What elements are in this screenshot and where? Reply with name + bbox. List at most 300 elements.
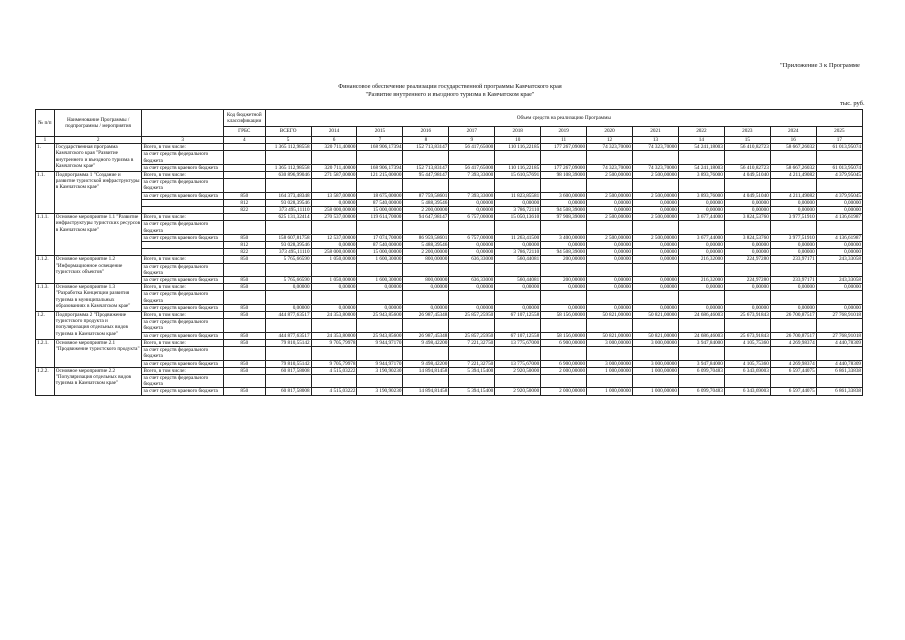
- amount-cell: 14 894,81458: [403, 367, 449, 374]
- amount-cell: 0,00000: [449, 207, 495, 214]
- row-number: 1.2.1.: [36, 339, 55, 367]
- amount-cell: 2 000,00000: [541, 367, 587, 374]
- amount-cell: 164 373,48348: [265, 192, 311, 199]
- amount-cell: 0,00000: [816, 207, 862, 214]
- amount-cell: 50 821,00000: [633, 332, 679, 339]
- amount-cell: 5 765,66590: [265, 277, 311, 284]
- amount-cell: [357, 151, 403, 164]
- amount-cell: 0,00000: [770, 284, 816, 291]
- amount-cell: 5 488,39546: [403, 242, 449, 249]
- amount-cell: 243,33058: [816, 256, 862, 263]
- amount-cell: 0,00000: [678, 242, 724, 249]
- amount-cell: 258 000,00000: [311, 207, 357, 214]
- amount-cell: [495, 347, 541, 360]
- funding-source: за счет средств краевого бюджета: [142, 192, 223, 199]
- table-row: [36, 144, 863, 151]
- amount-cell: 0,00000: [770, 199, 816, 206]
- amount-cell: 1 600,30000: [357, 256, 403, 263]
- amount-cell: [403, 263, 449, 276]
- amount-cell: [357, 179, 403, 192]
- amount-cell: [541, 374, 587, 387]
- column-number: 17: [816, 137, 862, 144]
- amount-cell: [311, 151, 357, 164]
- row-number: 1.1.3.: [36, 284, 55, 312]
- column-number: 16: [770, 137, 816, 144]
- amount-cell: [724, 263, 770, 276]
- amount-cell: 54 241,18003: [678, 164, 724, 171]
- table-row: [36, 339, 863, 346]
- grbs-code: 850: [223, 332, 265, 339]
- header-year: 2025: [816, 127, 862, 137]
- amount-cell: [724, 291, 770, 304]
- amount-cell: 4 269,98374: [770, 339, 816, 346]
- table-row: [36, 164, 863, 171]
- amount-cell: 158 607,81758: [265, 234, 311, 241]
- amount-cell: [449, 347, 495, 360]
- amount-cell: [541, 291, 587, 304]
- grbs-code: [223, 347, 265, 360]
- amount-cell: 6 900,00000: [541, 339, 587, 346]
- amount-cell: 216,32000: [678, 277, 724, 284]
- funding-source: Всего, в том числе:: [142, 367, 223, 374]
- amount-cell: 11 823,85581: [495, 192, 541, 199]
- amount-cell: [265, 374, 311, 387]
- amount-cell: 0,00000: [587, 284, 633, 291]
- amount-cell: [265, 179, 311, 192]
- amount-cell: 243,33058: [816, 277, 862, 284]
- amount-cell: 6 343,69003: [724, 367, 770, 374]
- amount-cell: 3 824,53760: [724, 234, 770, 241]
- amount-cell: 1 000,00000: [587, 388, 633, 395]
- amount-cell: 87 540,00000: [357, 242, 403, 249]
- amount-cell: 270 537,00000: [311, 214, 357, 221]
- amount-cell: 3 786,72110: [495, 207, 541, 214]
- amount-cell: [403, 179, 449, 192]
- amount-cell: 25 673,91843: [724, 312, 770, 319]
- amount-cell: 373 495,11110: [265, 249, 311, 256]
- amount-cell: 0,00000: [724, 207, 770, 214]
- grbs-code: 850: [223, 284, 265, 291]
- amount-cell: 5 394,15400: [449, 388, 495, 395]
- amount-cell: 3 190,90230: [357, 367, 403, 374]
- amount-cell: 3 947,84000: [678, 339, 724, 346]
- funding-source: за счет средств федерального бюджета: [142, 221, 223, 234]
- amount-cell: 168 906,17394: [357, 164, 403, 171]
- amount-cell: 25 857,25950: [449, 312, 495, 319]
- table-row: [36, 172, 863, 179]
- amount-cell: 4 105,75360: [724, 360, 770, 367]
- amount-cell: 3 190,90230: [357, 388, 403, 395]
- funding-source: за счет средств федерального бюджета: [142, 151, 223, 164]
- amount-cell: [816, 263, 862, 276]
- grbs-code: [223, 319, 265, 332]
- header-year: 2016: [403, 127, 449, 137]
- amount-cell: 4 440,78309: [816, 360, 862, 367]
- amount-cell: 4 515,03222: [311, 388, 357, 395]
- amount-cell: [495, 179, 541, 192]
- amount-cell: 11 263,41500: [495, 234, 541, 241]
- amount-cell: 0,00000: [403, 304, 449, 311]
- grbs-code: [223, 172, 265, 179]
- amount-cell: 93 028,39546: [265, 199, 311, 206]
- amount-cell: 5 488,39546: [403, 199, 449, 206]
- amount-cell: 0,00000: [541, 242, 587, 249]
- funding-source: за счет средств федерального бюджета: [142, 374, 223, 387]
- amount-cell: 3 000,00000: [587, 360, 633, 367]
- amount-cell: 4 136,61987: [816, 214, 862, 221]
- amount-cell: 6 597,44075: [770, 367, 816, 374]
- header-year: 2023: [724, 127, 770, 137]
- grbs-code: [223, 151, 265, 164]
- amount-cell: 56 417,65000: [449, 144, 495, 151]
- amount-cell: 97 908,39000: [541, 214, 587, 221]
- header-year: 2014: [311, 127, 357, 137]
- amount-cell: 0,00000: [541, 304, 587, 311]
- amount-cell: 1 000,00000: [633, 367, 679, 374]
- row-name: Подпрограмма 1 "Создание и развитие туристской инфраструктуры в Камчатском крае": [54, 172, 142, 214]
- amount-cell: 25 943,85600: [357, 312, 403, 319]
- column-number: 15: [724, 137, 770, 144]
- amount-cell: 67 107,12558: [495, 332, 541, 339]
- grbs-code: 850: [223, 360, 265, 367]
- amount-cell: 444 877,63517: [265, 312, 311, 319]
- header-total: ВСЕГО: [265, 127, 311, 137]
- funding-source: за счет средств федерального бюджета: [142, 179, 223, 192]
- column-number: 4: [223, 137, 265, 144]
- amount-cell: [403, 374, 449, 387]
- amount-cell: 0,00000: [724, 249, 770, 256]
- amount-cell: [403, 151, 449, 164]
- amount-cell: 7 393,33000: [449, 172, 495, 179]
- amount-cell: [770, 179, 816, 192]
- funding-source: за счет средств федерального бюджета: [142, 291, 223, 304]
- amount-cell: 4 049,51040: [724, 172, 770, 179]
- amount-cell: 50 821,00000: [587, 332, 633, 339]
- amount-cell: 0,00000: [265, 304, 311, 311]
- amount-cell: [678, 291, 724, 304]
- amount-cell: [633, 319, 679, 332]
- amount-cell: 2 500,00000: [633, 214, 679, 221]
- amount-cell: 630 896,99046: [265, 172, 311, 179]
- amount-cell: 110 116,22185: [495, 164, 541, 171]
- amount-cell: 6 757,00000: [449, 234, 495, 241]
- amount-cell: [678, 221, 724, 234]
- amount-cell: 56 410,82723: [724, 164, 770, 171]
- amount-cell: 0,00000: [678, 304, 724, 311]
- amount-cell: 3 893,76000: [678, 172, 724, 179]
- amount-cell: 200,00000: [541, 277, 587, 284]
- table-row: [36, 388, 863, 395]
- amount-cell: 3 677,44000: [678, 234, 724, 241]
- funding-source: Всего, в том числе:: [142, 256, 223, 263]
- amount-cell: 3 677,44000: [678, 214, 724, 221]
- amount-cell: 0,00000: [633, 304, 679, 311]
- amount-cell: [770, 347, 816, 360]
- amount-cell: 0,00000: [816, 242, 862, 249]
- table-row: [36, 347, 863, 360]
- amount-cell: 0,00000: [311, 199, 357, 206]
- amount-cell: [724, 221, 770, 234]
- amount-cell: 6 861,33838: [816, 367, 862, 374]
- table-row: [36, 234, 863, 241]
- amount-cell: [633, 291, 679, 304]
- amount-cell: 0,00000: [633, 249, 679, 256]
- table-row: [36, 199, 863, 206]
- amount-cell: [311, 263, 357, 276]
- amount-cell: 6 099,70483: [678, 367, 724, 374]
- unit-label: тыс. руб.: [840, 100, 865, 107]
- amount-cell: 4 269,98374: [770, 360, 816, 367]
- grbs-code: [223, 374, 265, 387]
- amount-cell: 0,00000: [770, 249, 816, 256]
- amount-cell: 0,00000: [541, 284, 587, 291]
- funding-source: [142, 207, 223, 214]
- amount-cell: [449, 179, 495, 192]
- amount-cell: 3 600,00000: [541, 192, 587, 199]
- amount-cell: 3 824,53760: [724, 214, 770, 221]
- amount-cell: 2 920,50000: [495, 367, 541, 374]
- amount-cell: 625 131,32414: [265, 214, 311, 221]
- amount-cell: 50 821,00000: [587, 312, 633, 319]
- amount-cell: 0,00000: [816, 284, 862, 291]
- grbs-code: [223, 221, 265, 234]
- amount-cell: 13 775,67000: [495, 339, 541, 346]
- amount-cell: 95 447,98147: [403, 172, 449, 179]
- amount-cell: 0,00000: [587, 256, 633, 263]
- amount-cell: 2 000,00000: [541, 388, 587, 395]
- grbs-code: [223, 144, 265, 151]
- table-row: [36, 221, 863, 234]
- amount-cell: [587, 179, 633, 192]
- amount-cell: 67 107,12558: [495, 312, 541, 319]
- amount-cell: 0,00000: [357, 284, 403, 291]
- amount-cell: 0,00000: [816, 199, 862, 206]
- amount-cell: 0,00000: [633, 207, 679, 214]
- table-row: [36, 151, 863, 164]
- grbs-code: [223, 179, 265, 192]
- amount-cell: [541, 151, 587, 164]
- amount-cell: 0,00000: [678, 207, 724, 214]
- amount-cell: [816, 291, 862, 304]
- row-number: 1.1.: [36, 172, 55, 214]
- title-line-2: "Развитие внутреннего и въездного туризма в Камчатском крае": [365, 91, 535, 98]
- amount-cell: [587, 291, 633, 304]
- amount-cell: 98 108,39000: [541, 172, 587, 179]
- amount-cell: [541, 221, 587, 234]
- amount-cell: 4 440,78309: [816, 339, 862, 346]
- amount-cell: [587, 319, 633, 332]
- amount-cell: 0,00000: [678, 284, 724, 291]
- amount-cell: 0,00000: [587, 304, 633, 311]
- amount-cell: 0,00000: [311, 284, 357, 291]
- funding-source: за счет средств краевого бюджета: [142, 277, 223, 284]
- amount-cell: 1 000,00000: [633, 388, 679, 395]
- amount-cell: [541, 319, 587, 332]
- grbs-code: 850: [223, 256, 265, 263]
- amount-cell: 26 700,87517: [770, 312, 816, 319]
- amount-cell: [770, 221, 816, 234]
- funding-source: [142, 249, 223, 256]
- amount-cell: 6 757,00000: [449, 214, 495, 221]
- row-name: Основное мероприятие 1.3 "Разработка Концепции развития туризма в муниципальных образованиях в Камчатском крае": [54, 284, 142, 312]
- amount-cell: 3 400,00000: [541, 234, 587, 241]
- amount-cell: 0,00000: [587, 242, 633, 249]
- column-number-row: [36, 137, 863, 144]
- funding-source: за счет средств краевого бюджета: [142, 234, 223, 241]
- amount-cell: 58 667,26032: [770, 144, 816, 151]
- amount-cell: 26 987,45348: [403, 332, 449, 339]
- grbs-code: 850: [223, 388, 265, 395]
- header-year: 2015: [357, 127, 403, 137]
- amount-cell: 4 515,03222: [311, 367, 357, 374]
- amount-cell: 4 049,51040: [724, 192, 770, 199]
- amount-cell: [265, 221, 311, 234]
- amount-cell: 0,00000: [449, 242, 495, 249]
- column-number: 12: [587, 137, 633, 144]
- amount-cell: [449, 374, 495, 387]
- amount-cell: 2 500,00000: [587, 214, 633, 221]
- amount-cell: 7 221,32750: [449, 339, 495, 346]
- funding-source: за счет средств краевого бюджета: [142, 304, 223, 311]
- amount-cell: 6 900,00000: [541, 360, 587, 367]
- amount-cell: [724, 319, 770, 332]
- grbs-code: 822: [223, 207, 265, 214]
- amount-cell: 50 821,00000: [633, 312, 679, 319]
- amount-cell: 4 211,49082: [770, 172, 816, 179]
- column-number: 3: [142, 137, 223, 144]
- header-year: 2022: [678, 127, 724, 137]
- amount-cell: 1 050,00000: [311, 277, 357, 284]
- amount-cell: 13 775,67000: [495, 360, 541, 367]
- amount-cell: 0,00000: [357, 304, 403, 311]
- amount-cell: 271 587,00000: [311, 172, 357, 179]
- amount-cell: [678, 263, 724, 276]
- amount-cell: 4 105,75360: [724, 339, 770, 346]
- amount-cell: 0,00000: [724, 304, 770, 311]
- column-number: 7: [357, 137, 403, 144]
- amount-cell: 0,00000: [633, 242, 679, 249]
- amount-cell: 9 498,42200: [403, 339, 449, 346]
- column-number: 2: [54, 137, 142, 144]
- row-number: 1.: [36, 144, 55, 172]
- amount-cell: 94 508,39000: [541, 249, 587, 256]
- amount-cell: 9 944,97170: [357, 339, 403, 346]
- table-row: [36, 256, 863, 263]
- amount-cell: 636,33000: [449, 256, 495, 263]
- column-number: 8: [403, 137, 449, 144]
- amount-cell: 12 537,00000: [311, 234, 357, 241]
- amount-cell: 168 906,17394: [357, 144, 403, 151]
- amount-cell: 7 393,33000: [449, 192, 495, 199]
- funding-source: Всего, в том числе:: [142, 284, 223, 291]
- amount-cell: [724, 151, 770, 164]
- amount-cell: 2 500,00000: [587, 234, 633, 241]
- amount-cell: [633, 263, 679, 276]
- amount-cell: 87 540,00000: [357, 199, 403, 206]
- table-row: [36, 312, 863, 319]
- amount-cell: 0,00000: [816, 249, 862, 256]
- amount-cell: [633, 151, 679, 164]
- amount-cell: [357, 374, 403, 387]
- table-row: [36, 360, 863, 367]
- grbs-code: [223, 291, 265, 304]
- table-row: [36, 304, 863, 311]
- amount-cell: [357, 319, 403, 332]
- table-row: [36, 214, 863, 221]
- amount-cell: [449, 263, 495, 276]
- amount-cell: 74 323,70000: [587, 144, 633, 151]
- amount-cell: 0,00000: [311, 242, 357, 249]
- amount-cell: 25 673,91843: [724, 332, 770, 339]
- amount-cell: 79 810,55142: [265, 339, 311, 346]
- amount-cell: 152 713,83147: [403, 144, 449, 151]
- amount-cell: [587, 221, 633, 234]
- row-name: Подпрограмма 2 "Продвижение туристского продукта и популяризация отдельных видов туризма в Камчатском крае": [54, 312, 142, 340]
- amount-cell: 24 353,80000: [311, 312, 357, 319]
- header-year: 2024: [770, 127, 816, 137]
- funding-source: Всего, в том числе:: [142, 172, 223, 179]
- amount-cell: [311, 374, 357, 387]
- table-row: [36, 263, 863, 276]
- amount-cell: 2 500,00000: [633, 192, 679, 199]
- amount-cell: 224,97280: [724, 277, 770, 284]
- amount-cell: 15 050,13610: [495, 214, 541, 221]
- row-name: Государственная программа Камчатского края "Развитие внутреннего и въездного туризма в Камчатском крае": [54, 144, 142, 172]
- amount-cell: 4 211,49082: [770, 192, 816, 199]
- amount-cell: 0,00000: [449, 304, 495, 311]
- amount-cell: 60 817,58008: [265, 388, 311, 395]
- amount-cell: 58 156,00000: [541, 312, 587, 319]
- amount-cell: 2 920,50000: [495, 388, 541, 395]
- amount-cell: 0,00000: [816, 304, 862, 311]
- amount-cell: [633, 347, 679, 360]
- amount-cell: 177 267,09000: [541, 164, 587, 171]
- amount-cell: 14 894,81458: [403, 388, 449, 395]
- grbs-code: [223, 214, 265, 221]
- amount-cell: 320 711,40000: [311, 164, 357, 171]
- amount-cell: 7 221,32750: [449, 360, 495, 367]
- row-name: Основное мероприятие 1.1 "Развитие инфраструктуры туристских ресурсов в Камчатском крае": [54, 214, 142, 256]
- amount-cell: 224,97280: [724, 256, 770, 263]
- amount-cell: 9 498,42200: [403, 360, 449, 367]
- table-row: [36, 242, 863, 249]
- column-number: 10: [495, 137, 541, 144]
- amount-cell: 25 943,85600: [357, 332, 403, 339]
- amount-cell: [495, 151, 541, 164]
- amount-cell: [449, 319, 495, 332]
- amount-cell: [770, 151, 816, 164]
- amount-cell: [403, 319, 449, 332]
- amount-cell: 25 857,25950: [449, 332, 495, 339]
- table-row: [36, 374, 863, 387]
- amount-cell: 0,00000: [495, 304, 541, 311]
- amount-cell: 74 323,70000: [587, 164, 633, 171]
- amount-cell: 3 000,00000: [587, 339, 633, 346]
- amount-cell: 0,00000: [724, 242, 770, 249]
- amount-cell: [311, 347, 357, 360]
- amount-cell: 0,00000: [311, 304, 357, 311]
- title-line-1: Финансовое обеспечение реализации государственной программы Камчатского края: [338, 83, 562, 90]
- grbs-code: [223, 164, 265, 171]
- amount-cell: 152 713,83147: [403, 164, 449, 171]
- amount-cell: 0,00000: [724, 284, 770, 291]
- row-number: 1.1.2.: [36, 256, 55, 284]
- amount-cell: [449, 151, 495, 164]
- header-grbs: ГРБС: [223, 127, 265, 137]
- amount-cell: [311, 291, 357, 304]
- amount-cell: 24 686,46003: [678, 312, 724, 319]
- amount-cell: 3 893,76000: [678, 192, 724, 199]
